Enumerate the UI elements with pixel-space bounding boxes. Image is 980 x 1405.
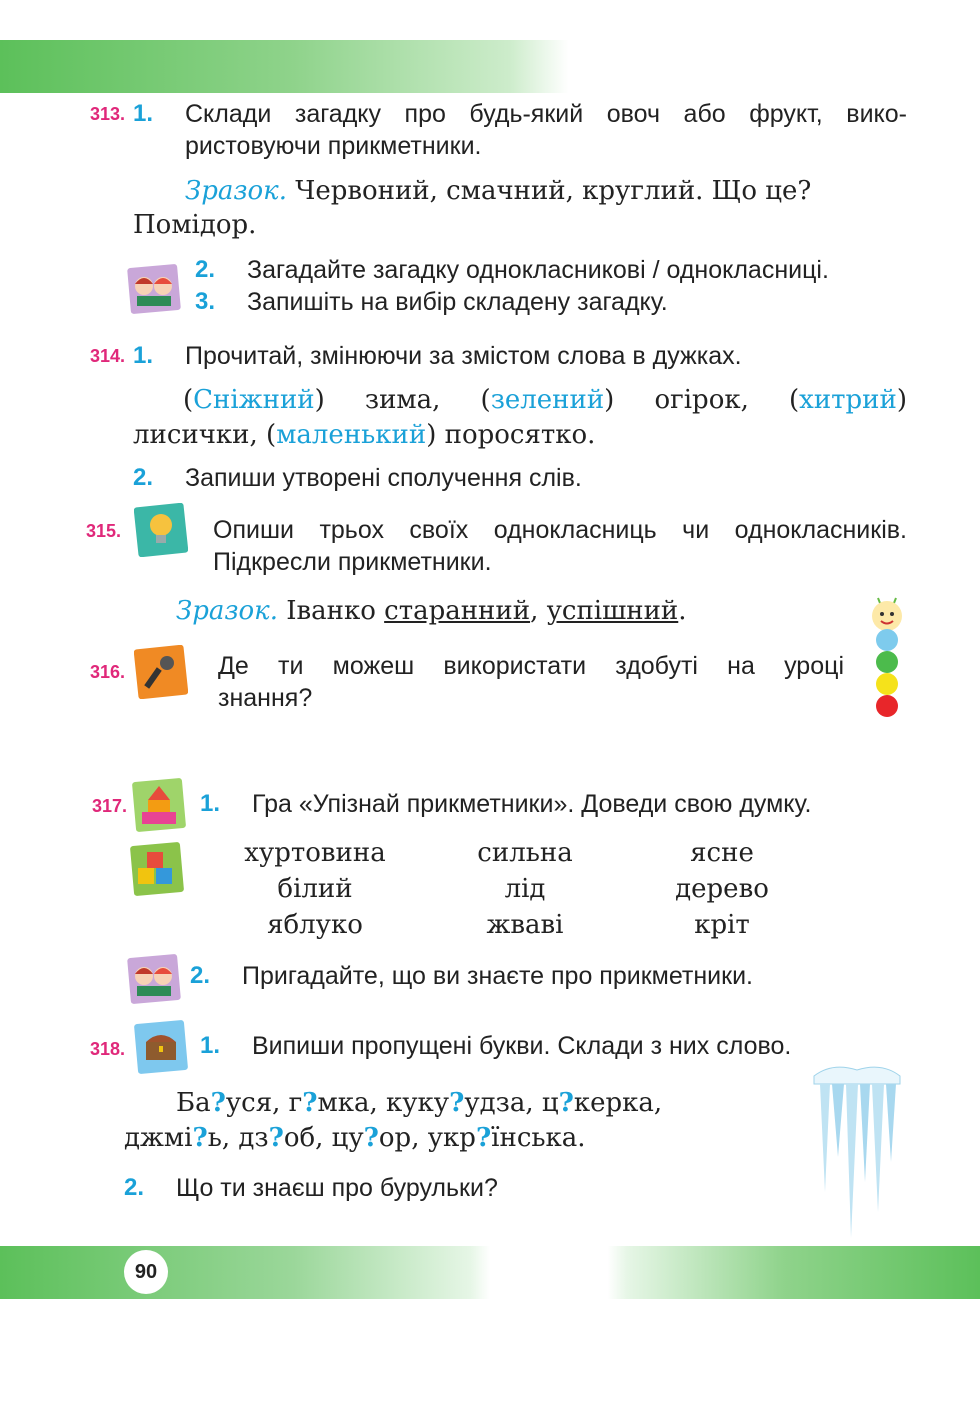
word-malenkyi: маленький bbox=[276, 420, 427, 450]
sample-text: Іванко bbox=[277, 596, 385, 626]
ex313-step1-number: 1. bbox=[133, 100, 154, 127]
ex317-step2-number: 2. bbox=[190, 962, 211, 989]
phrase-text: ) поросятко. bbox=[426, 420, 596, 450]
ex318-missing-letters-line1 bbox=[176, 1086, 662, 1121]
word-part: їнська. bbox=[491, 1123, 586, 1153]
missing-letter-marker: ? bbox=[363, 1123, 379, 1153]
microphone-icon bbox=[134, 645, 188, 699]
ex318-step2-text: Що ти знаєш про бурульки? bbox=[176, 1174, 498, 1202]
ex314-step2-text: Запиши утворені сполучення слів. bbox=[185, 464, 582, 492]
ex313-step2-text: Загадайте загадку однокласникові / однокласниці. bbox=[247, 256, 829, 284]
ex316-line2: знання? bbox=[218, 684, 313, 712]
phrase-text: ) зима, ( bbox=[314, 385, 491, 415]
toy-blocks-icon bbox=[132, 778, 186, 832]
phrase-text: лисички, ( bbox=[133, 420, 277, 450]
ex313-sample-line1 bbox=[185, 174, 907, 209]
icicle-icon bbox=[812, 1062, 902, 1242]
ex316-line1: Де ти можеш використати здобуті на уроці bbox=[218, 652, 844, 680]
word-item: хуртовина bbox=[244, 838, 386, 868]
word-part: керка, bbox=[573, 1088, 663, 1118]
ex313-step2-number: 2. bbox=[195, 256, 216, 283]
sample-label: Зразок. bbox=[176, 596, 278, 626]
ex317-word-grid bbox=[0, 838, 980, 948]
ex314-step1-number: 1. bbox=[133, 342, 154, 369]
missing-letter-marker: ? bbox=[210, 1088, 226, 1118]
ex313-step1-line1: Склади загадку про будь-який овоч або фрукт, вико- bbox=[185, 100, 907, 128]
missing-letter-marker: ? bbox=[475, 1123, 492, 1153]
missing-letter-marker: ? bbox=[268, 1123, 284, 1153]
missing-letter-marker: ? bbox=[192, 1123, 208, 1153]
top-color-band bbox=[0, 40, 980, 93]
word-snizhnyi: Сніжний bbox=[193, 385, 315, 415]
sample-label: Зразок. bbox=[185, 176, 287, 206]
ex313-step3-number: 3. bbox=[195, 288, 216, 315]
ex314-phrases-line1 bbox=[133, 383, 907, 418]
ex318-step2-number: 2. bbox=[124, 1174, 145, 1201]
word-item: жваві bbox=[486, 910, 564, 940]
ex313-sample-line2: Помідор. bbox=[133, 210, 257, 240]
ex317-step1-text: Гра «Упізнай прикметники». Доведи свою думку. bbox=[252, 790, 812, 818]
ex318-step1-text: Випиши пропущені букви. Склади з них слово. bbox=[252, 1032, 792, 1060]
exercise-314-number: 314. bbox=[90, 346, 126, 366]
ex314-phrases-line2 bbox=[133, 418, 595, 453]
word-part: об, цу bbox=[283, 1123, 364, 1153]
missing-letter-marker: ? bbox=[449, 1088, 465, 1118]
word-part: ь, дз bbox=[207, 1123, 269, 1153]
idea-bulb-icon bbox=[134, 503, 188, 557]
word-item: сильна bbox=[477, 838, 573, 868]
missing-letter-marker: ? bbox=[302, 1088, 318, 1118]
exercise-317-number: 317. bbox=[92, 796, 128, 816]
sample-text: , bbox=[530, 596, 547, 626]
sample-text: . bbox=[678, 596, 687, 626]
phrase-text: ) огірок, ( bbox=[604, 385, 800, 415]
ex318-step1-number: 1. bbox=[200, 1032, 221, 1059]
pair-work-icon bbox=[127, 952, 181, 1006]
word-item: лід bbox=[504, 874, 546, 904]
exercise-313-number: 313. bbox=[90, 104, 126, 124]
ex313-step1-line2: ристовуючи прикметники. bbox=[185, 132, 482, 160]
word-item: ясне bbox=[690, 838, 754, 868]
ex313-step3-text: Запишіть на вибір складену загадку. bbox=[247, 288, 668, 316]
underlined-adjective: старанний bbox=[384, 596, 531, 626]
word-part: джмі bbox=[124, 1123, 193, 1153]
sample-text: Червоний, смачний, круглий. Що це? bbox=[286, 176, 812, 206]
exercise-315-number: 315. bbox=[86, 521, 122, 541]
word-item: дерево bbox=[675, 874, 769, 904]
paren: ( bbox=[183, 385, 194, 415]
ex315-sample bbox=[176, 594, 687, 629]
treasure-chest-icon bbox=[134, 1020, 188, 1074]
exercise-318-number: 318. bbox=[90, 1039, 126, 1059]
underlined-adjective: успішний bbox=[546, 596, 679, 626]
word-item: білий bbox=[277, 874, 353, 904]
word-zelenyi: зелений bbox=[490, 385, 605, 415]
ex314-step1-text: Прочитай, змінюючи за змістом слова в дужках. bbox=[185, 342, 742, 370]
page-number: 90 bbox=[124, 1250, 168, 1294]
word-khytryi: хитрий bbox=[799, 385, 897, 415]
missing-letter-marker: ? bbox=[558, 1088, 574, 1118]
word-part: уся, г bbox=[225, 1088, 303, 1118]
ex317-step1-number: 1. bbox=[200, 790, 221, 817]
word-part: ор, укр bbox=[378, 1123, 476, 1153]
pair-work-icon bbox=[127, 262, 181, 316]
exercise-316-number: 316. bbox=[90, 662, 126, 682]
ex315-line2: Підкресли прикметники. bbox=[213, 548, 492, 576]
paren: ) bbox=[896, 385, 907, 415]
ex314-step2-number: 2. bbox=[133, 464, 154, 491]
ex318-missing-letters-line2 bbox=[124, 1121, 586, 1156]
word-item: кріт bbox=[694, 910, 750, 940]
ex317-step2-text: Пригадайте, що ви знаєте про прикметники. bbox=[242, 962, 753, 990]
word-part: удза, ц bbox=[464, 1088, 559, 1118]
word-part: мка, куку bbox=[317, 1088, 450, 1118]
word-part: Ба bbox=[176, 1088, 211, 1118]
word-item: яблуко bbox=[267, 910, 363, 940]
ex315-line1: Опиши трьох своїх однокласниць чи однокласників. bbox=[213, 516, 907, 544]
caterpillar-icon bbox=[862, 592, 912, 720]
